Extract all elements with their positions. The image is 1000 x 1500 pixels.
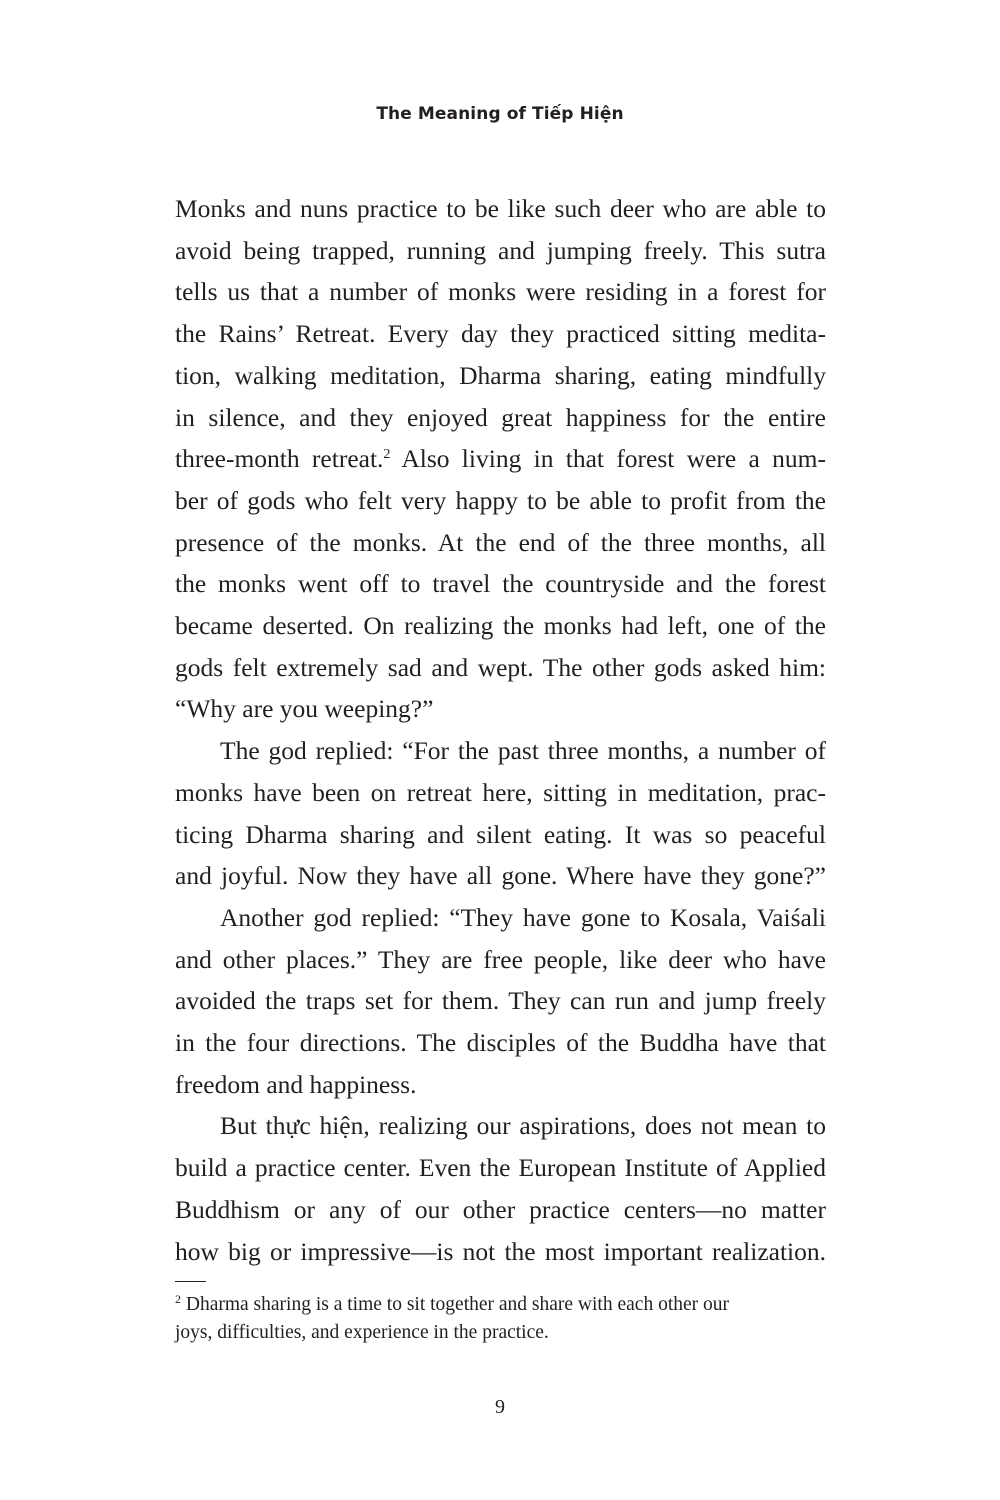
text-line: in silence, and they enjoyed great happiness for the entire — [175, 402, 826, 432]
text-line: “Why are you weeping?” — [175, 694, 434, 724]
text-line: freedom and happiness. — [175, 1069, 417, 1099]
text-line: Another god replied: “They have gone to Kosala, Vaiśali — [220, 902, 826, 932]
running-head: The Meaning of Tiếp Hiện — [376, 104, 624, 124]
text-line: avoided the traps set for them. They can run and jump freely — [175, 986, 826, 1016]
text-line: the Rains’ Retreat. Every day they practiced sitting medita- — [175, 319, 826, 349]
footnote-divider — [175, 1281, 206, 1282]
text-line: The god replied: “For the past three months, a number of — [220, 736, 826, 766]
text-line: But thực hiện, realizing our aspirations, does not mean to — [220, 1111, 826, 1141]
text-line: ber of gods who felt very happy to be able to profit from the — [175, 485, 826, 515]
text-line: build a practice center. Even the European Institute of Applied — [175, 1153, 826, 1183]
footnote — [175, 1291, 826, 1347]
text-line: ticing Dharma sharing and silent eating. It was so peaceful — [175, 819, 826, 849]
text-line: avoid being trapped, running and jumping freely. This sutra — [175, 235, 826, 265]
footnote-reference[interactable]: 2 — [383, 447, 391, 463]
text-line: monks have been on retreat here, sitting in meditation, prac- — [175, 777, 826, 807]
text-line: the monks went off to travel the countryside and the forest — [175, 569, 826, 599]
text-line: Buddhism or any of our other practice centers—no matter — [175, 1194, 826, 1224]
text-line: tells us that a number of monks were residing in a forest for — [175, 277, 826, 307]
text-line: and other places.” They are free people, like deer who have — [175, 944, 826, 974]
body-text — [175, 188, 826, 1272]
text-line: gods felt extremely sad and wept. The other gods asked him: — [175, 652, 826, 682]
text-line: how big or impressive—is not the most important realization. — [175, 1236, 826, 1266]
text-line: in the four directions. The disciples of the Buddha have that — [175, 1028, 826, 1058]
page-number: 9 — [495, 1396, 505, 1418]
text-line: became deserted. On realizing the monks had left, one of the — [175, 611, 826, 641]
text-line: three-month retreat.$^2$ Also living in that forest were a num- — [175, 444, 826, 474]
footnote-line: joys, difficulties, and experience in the practice. — [175, 1322, 549, 1343]
footnote-marker: 2 — [175, 1292, 181, 1306]
text-line: presence of the monks. At the end of the three months, all — [175, 527, 826, 557]
text-line: tion, walking meditation, Dharma sharing, eating mindfully — [175, 360, 826, 390]
footnote-line: $^2$ Dharma sharing is a time to sit together and share with each other our — [175, 1292, 729, 1315]
text-line: Monks and nuns practice to be like such deer who are able to — [175, 194, 826, 223]
text-line: and joyful. Now they have all gone. Where have they gone?” — [175, 861, 826, 891]
